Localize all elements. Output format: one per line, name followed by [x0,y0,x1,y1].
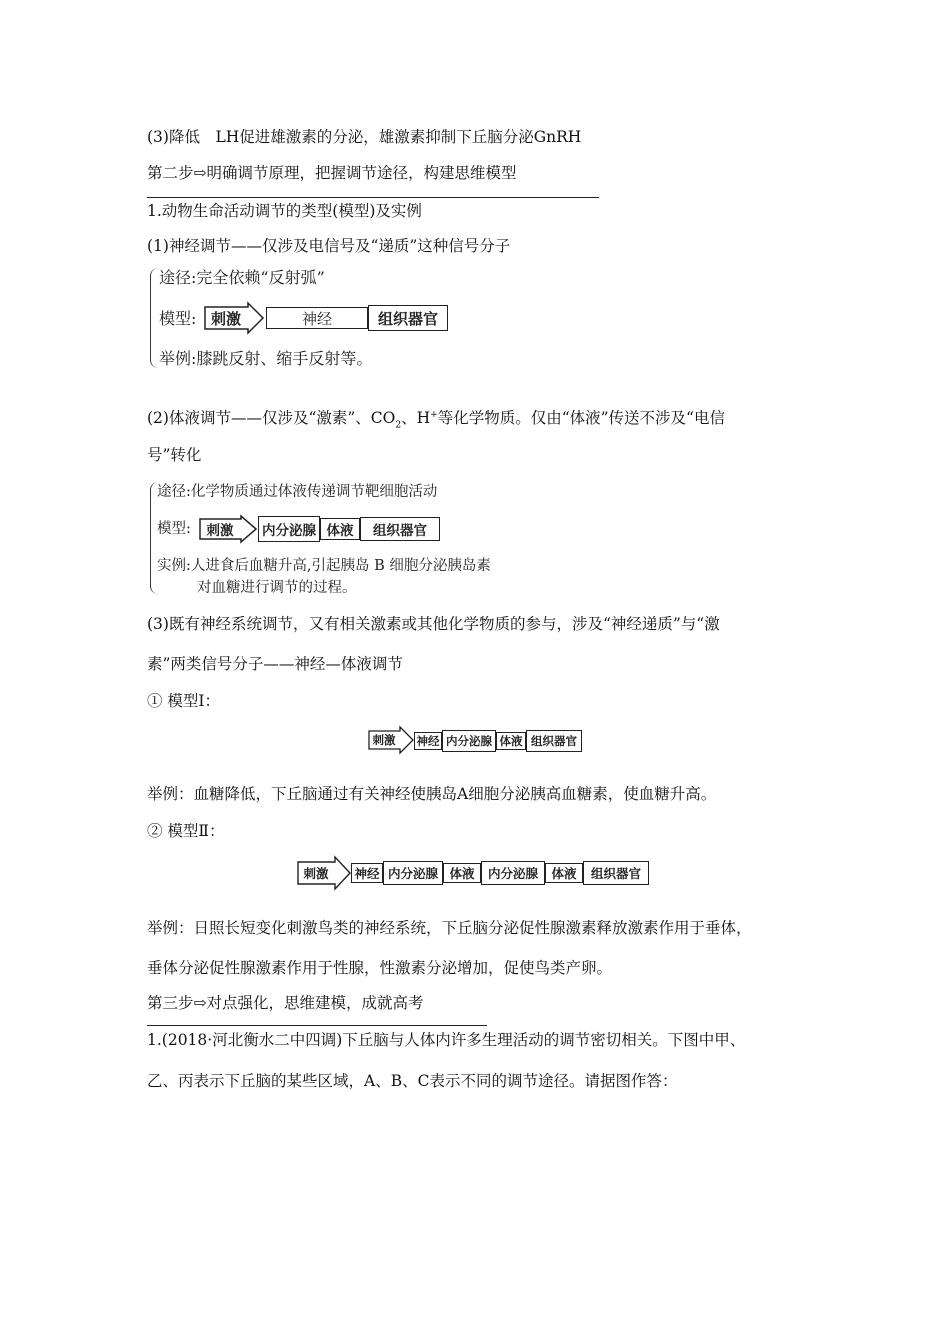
gland-box: 内分泌腺 [258,516,320,542]
model-two-label: ② 模型Ⅱ： [147,822,225,840]
heading-rule-2 [147,1025,487,1026]
gland-box: 内分泌腺 [442,730,496,752]
step-three-heading: 第三步⇨对点强化，思维建模，成就高考 [147,994,424,1012]
diagram2-path: 途径:化学物质通过体液传递调节靶细胞活动 [157,484,438,500]
stimulus-label: 刺激 [372,733,396,747]
stimulus-label: 刺激 [303,866,329,881]
organ-box: 组织器官 [526,730,582,752]
question-line-2: 乙、丙表示下丘脑的某些区域，A、B、C表示不同的调节途径。请据图作答： [147,1072,678,1090]
nerve-box: 神经 [414,732,442,750]
model-two-diagram [297,856,657,892]
diagram1-path: 途径:完全依赖“反射弧” [159,268,325,287]
stimulus-label: 刺激 [206,523,234,539]
model-one-label: ① 模型Ⅰ： [147,692,221,710]
model-two-example-2: 垂体分泌促性腺激素作用于性腺，性激素分泌增加，促使鸟类产卵。 [147,959,613,977]
gland-box-2: 内分泌腺 [481,861,545,885]
humoral-regulation-line-2: 号”转化 [147,446,202,464]
nerve-regulation-line: (1)神经调节——仅涉及电信号及“递质”这种信号分子 [147,237,511,255]
question-line: 1.(2018·河北衡水二中四调)下丘脑与人体内许多生理活动的调节密切相关。下图中甲、 [147,1031,746,1049]
diagram-nerve-regulation [147,264,467,374]
organ-box: 组织器官 [360,517,440,541]
diagram2-example: 实例:人进食后血糖升高,引起胰岛 B 细胞分泌胰岛素 [157,558,491,574]
fluid-box: 体液 [496,732,526,750]
heading-rule [147,197,599,198]
step-two-heading: 第二步⇨明确调节原理，把握调节途径，构建思维模型 [147,164,517,182]
section-title: 1.动物生命活动调节的类型(模型)及实例 [147,202,422,220]
neuro-humoral-line-2: 素”两类信号分子——神经—体液调节 [147,655,403,673]
diagram1-example: 举例:膝跳反射、缩手反射等。 [159,349,373,368]
stimulus-arrow [199,515,257,543]
humoral-regulation-line: (2)体液调节——仅涉及“激素”、$CO_2$、H+等化学物质。仅由“体液”传送不涉及“电信 [147,409,725,431]
nerve-box: 神经 [266,307,368,329]
organ-box: 组织器官 [583,861,649,885]
stimulus-label: 刺激 [210,309,241,328]
diagram2-example-cont: 对血糖进行调节的过程。 [197,580,357,596]
fluid-box-2: 体液 [545,863,583,883]
stimulus-arrow [368,726,414,754]
brace [150,268,159,368]
diagram-humoral-regulation [147,479,567,599]
fluid-box-1: 体液 [443,863,481,883]
answer-line: (3)降低 LH促进雄激素的分泌，雄激素抑制下丘脑分泌GnRH [147,128,582,146]
model-one-diagram [368,726,588,756]
neuro-humoral-line: (3)既有神经系统调节，又有相关激素或其他化学物质的参与，涉及“神经递质”与“激 [147,615,720,633]
model-two-example: 举例：日照长短变化刺激鸟类的神经系统，下丘脑分泌促性腺激素释放激素作用于垂体， [147,919,752,937]
fluid-box: 体液 [320,518,360,540]
gland-box-1: 内分泌腺 [383,861,443,885]
stimulus-arrow [204,302,264,334]
diagram2-model-label: 模型: [157,521,191,537]
model-one-example: 举例：血糖降低，下丘脑通过有关神经使胰岛A细胞分泌胰高血糖素，使血糖升高。 [147,785,717,803]
organ-box: 组织器官 [368,305,448,331]
diagram1-model-label: 模型: [159,309,197,328]
nerve-box: 神经 [351,863,383,883]
stimulus-arrow [297,856,351,890]
